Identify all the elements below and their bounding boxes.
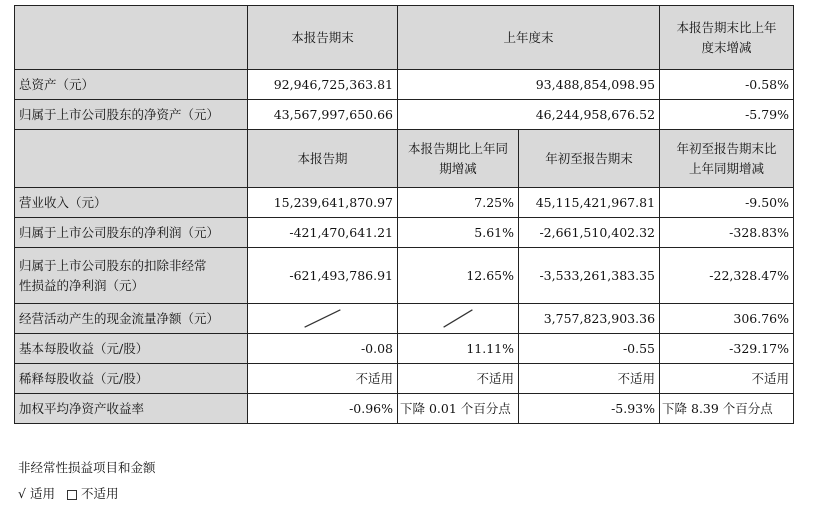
cell-current: 92,946,725,363.81 xyxy=(248,70,398,100)
cell-ytd: 3,757,823,903.36 xyxy=(519,304,660,334)
header-change-vs-prior-year-end xyxy=(660,6,794,70)
cell-period-change: 12.65% xyxy=(398,248,519,304)
cell-ytd-change: 下降 8.39 个百分点 xyxy=(660,394,794,424)
unchecked-box-icon xyxy=(67,490,77,500)
row-label-line2: 性损益的净利润（元） xyxy=(19,277,145,293)
cell-ytd-change: -329.17% xyxy=(660,334,794,364)
header-row-2 xyxy=(15,130,794,188)
applicable-label: 适用 xyxy=(29,486,55,501)
diagonal-slash-icon xyxy=(398,304,518,333)
cell-period-change: 不适用 xyxy=(398,364,519,394)
cell-ytd: 45,115,421,967.81 xyxy=(519,188,660,218)
cell-current: 43,567,997,650.66 xyxy=(248,100,398,130)
header-blank-cell xyxy=(15,6,248,70)
header-row-1 xyxy=(15,6,794,70)
cell-ytd-change: -9.50% xyxy=(660,188,794,218)
cell-ytd-change: -328.83% xyxy=(660,218,794,248)
cell-period: -421,470,641.21 xyxy=(248,218,398,248)
cell-period: -0.96% xyxy=(248,394,398,424)
row-label xyxy=(15,248,248,304)
cell-period: 15,239,641,870.97 xyxy=(248,188,398,218)
diagonal-slash-icon xyxy=(248,304,397,333)
cell-period-change: 7.25% xyxy=(398,188,519,218)
row-label: 稀释每股收益（元/股） xyxy=(15,364,248,394)
financial-table xyxy=(14,5,794,424)
header-change-line2: 度末增减 xyxy=(701,39,752,55)
cell-period: -621,493,786.91 xyxy=(248,248,398,304)
check-mark-icon: √ xyxy=(18,486,26,501)
header-change-line1: 本报告期末比上年 xyxy=(676,19,777,35)
header-current-period-end: 本报告期末 xyxy=(248,6,398,70)
row-label: 营业收入（元） xyxy=(15,188,248,218)
cell-change: -0.58% xyxy=(660,70,794,100)
header-blank-cell xyxy=(15,130,248,188)
row-label: 归属于上市公司股东的净利润（元） xyxy=(15,218,248,248)
cell-ytd-change: 不适用 xyxy=(660,364,794,394)
table-row xyxy=(15,394,794,424)
cell-prior: 93,488,854,098.95 xyxy=(398,70,660,100)
header-prior-year-end: 上年度末 xyxy=(398,6,660,70)
cell-period: -0.08 xyxy=(248,334,398,364)
table-row xyxy=(15,70,794,100)
header-period-change xyxy=(398,130,519,188)
cell-prior: 46,244,958,676.52 xyxy=(398,100,660,130)
cell-period-not-applicable xyxy=(248,304,398,334)
header-period-change-line2: 期增减 xyxy=(439,160,477,176)
table-row xyxy=(15,304,794,334)
row-label: 归属于上市公司股东的净资产（元） xyxy=(15,100,248,130)
table-row xyxy=(15,364,794,394)
row-label: 加权平均净资产收益率 xyxy=(15,394,248,424)
row-label: 基本每股收益（元/股） xyxy=(15,334,248,364)
header-ytd-change-line1: 年初至报告期末比 xyxy=(676,140,777,156)
cell-period-change: 下降 0.01 个百分点 xyxy=(398,394,519,424)
cell-ytd: -0.55 xyxy=(519,334,660,364)
header-ytd-change xyxy=(660,130,794,188)
cell-period-change-not-applicable xyxy=(398,304,519,334)
note-nonrecurring-items: 非经常性损益项目和金额 xyxy=(18,460,156,475)
table-row xyxy=(15,188,794,218)
cell-period-change: 11.11% xyxy=(398,334,519,364)
row-label: 总资产（元） xyxy=(15,70,248,100)
cell-ytd: -2,661,510,402.32 xyxy=(519,218,660,248)
cell-ytd: -5.93% xyxy=(519,394,660,424)
row-label: 经营活动产生的现金流量净额（元） xyxy=(15,304,248,334)
cell-change: -5.79% xyxy=(660,100,794,130)
applicability-line xyxy=(18,484,118,502)
table-row xyxy=(15,248,794,304)
cell-ytd-change: 306.76% xyxy=(660,304,794,334)
table-row xyxy=(15,334,794,364)
header-ytd: 年初至报告期末 xyxy=(519,130,660,188)
table-row xyxy=(15,218,794,248)
not-applicable-label: 不适用 xyxy=(80,486,119,501)
cell-ytd-change: -22,328.47% xyxy=(660,248,794,304)
header-ytd-change-line2: 上年同期增减 xyxy=(689,160,765,176)
cell-period-change: 5.61% xyxy=(398,218,519,248)
row-label-line1: 归属于上市公司股东的扣除非经常 xyxy=(19,257,207,273)
table-row xyxy=(15,100,794,130)
cell-period: 不适用 xyxy=(248,364,398,394)
header-current-period: 本报告期 xyxy=(248,130,398,188)
cell-ytd: 不适用 xyxy=(519,364,660,394)
header-period-change-line1: 本报告期比上年同 xyxy=(407,140,508,156)
cell-ytd: -3,533,261,383.35 xyxy=(519,248,660,304)
